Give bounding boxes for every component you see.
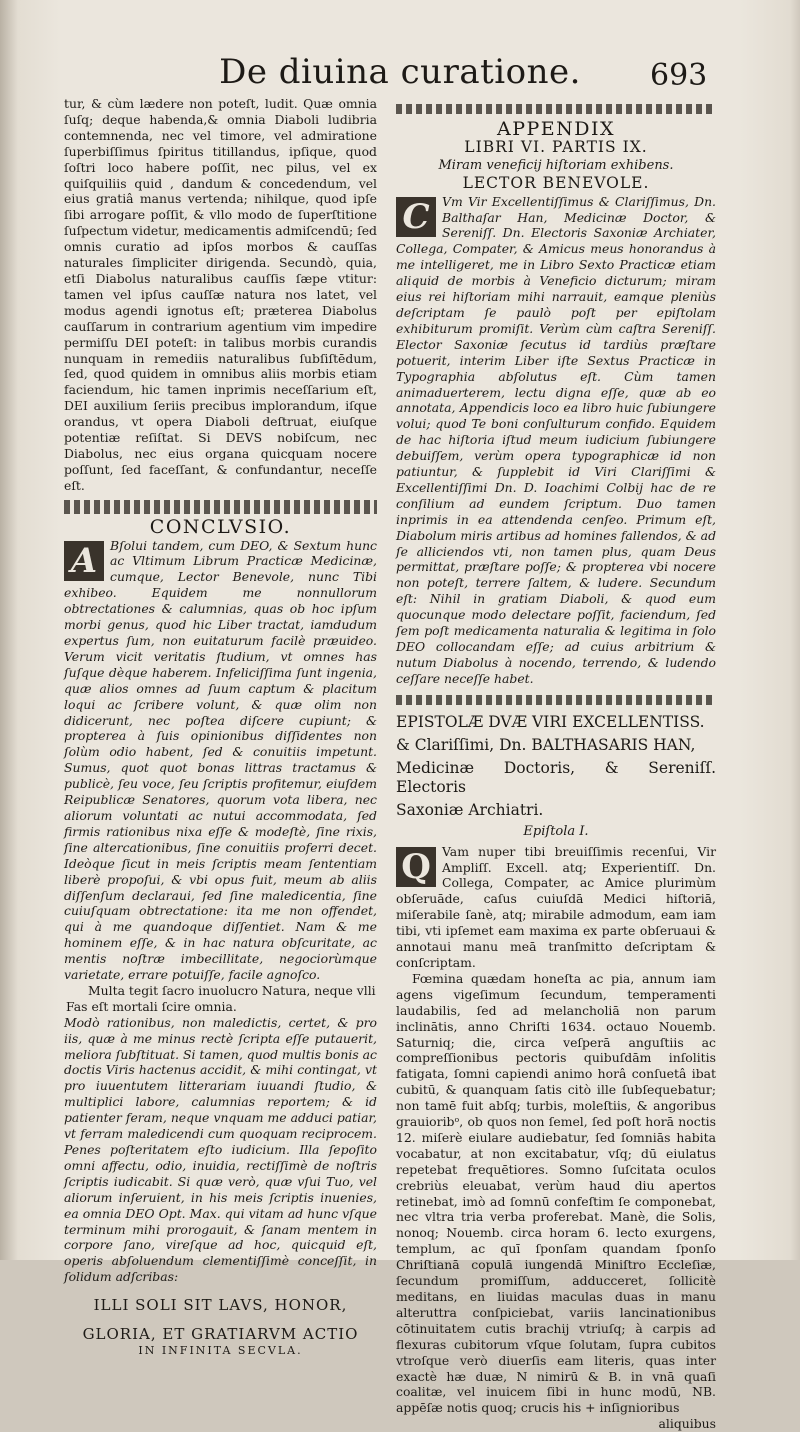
closing-paragraph: Modò rationibus, non maledictis, certet, & pro iis, quæ à me minus rectè ſcripta eſſe putauerit, meliora ſubſtituat. Si tamen, quod multis bonis ac doctis Viris hactenus accidit, & mihi contingat, vt pro iuuentutem litterariam iuuandi ſtudio, & multiplici labore, calumnias reportem; & id patienter feram, neque vnquam me adduci patiar, vt ferram maledicendi cum quoquam reciprocem. Penes poſteritatem eſto iudicium. Illa ſepoſito omni affectu, odio, inuidia, rectiſſimè de noſtris ſcriptis iudicabit. Si quæ verò, quæ vſui Tuo, vel aliorum inſeruient, in his meis ſcriptis inuenies, ea omnia DEO Opt. Max. qui vitam ad hunc vſque terminum mihi prorogauit, & ſanam mentem in corpore ſano, vireſque ad hoc, quicquid eſt, operis abſoluendum clementiſſimè conceſſit, in ſolidum adſcribas: (64, 1014, 377, 1285)
laus-line-1: ILLI SOLI SIT LAVS, HONOR, (93, 1296, 348, 1315)
laus-line-2: GLORIA, ET GRATIARVM ACTIO (82, 1325, 359, 1344)
running-title: De diuina curatione. (219, 52, 581, 92)
conclusio-paragraph (64, 538, 377, 983)
left-column (64, 96, 377, 1359)
conclusio-text: Bſolui tandem, cum DEO, & Sextum hunc ac Vltimum Librum Practicæ Medicinæ, cumque, Lector Benevole, nunc Tibi exhibeo. Equidem me nonnullorum obtrectationes & calumnias, quas ob hoc ipſum morbi genus, quod hic Liber tractat, iamdudum expertus ſum, non euitaturum facilè præuideo. Verum vicit veritatis ſtudium, vt omnes has ſuſque dèque haberem. Infeliciſſima ſunt ingenia, quæ alios omnes ad ſuum captum & placitum loqui ac ſcribere volunt, & quæ olim non didicerunt, nec poſtea diſcere cupiunt; & propterea à ſuis opinionibus diſſidentes non ſolùm odio habent, ſed & conuitiis impetunt. Sumus, quot quot bonas littras tractamus & publicè, ſeu voce, ſeu ſcriptis profitemur, eiuſdem Reipublicæ Senatores, quorum vota libera, nec aliorum voluntati ac nutui accommodata, ſed firmis rationibus nixa eſſe & modeſtè, ſine rixis, ſine altercationibus, ſine conuitiis proferri decet. Ideòque ſicut in meis ſcriptis meam ſententiam liberè propoſui, & vbi opus fuit, meum ab aliis diſſenſum declaraui, ſed ſine maledicentia, ſine cuiuſquam obtrectatione: ita me non offendet, qui à me quandoque diſſentiet. Nam & me hominem eſſe, & in hac natura obſcuritate, ac mentis noſtræ imbecillitate, negociorùmque varietate, errare potuiſſe, facile agnoſco. (64, 537, 377, 983)
ornament-divider (64, 500, 377, 514)
dropcap-q: Q (396, 847, 436, 887)
appendix-text: Vm Vir Excellentiſſimus & Clariſſimus, Dn. Balthaſar Han, Medicinæ Doctor, & Sereniſſ. Dn. Electoris Saxoniæ Archiater, Collega, Compater, & Amicus meus honorandus à me intelligeret, me in Libro Sexto Practicæ etiam aliquid de morbis à Veneficio dicturum; miram eius rei hiſtoriam mihi narrauit, eamque pleniùs deſcriptam ſe paulò poſt per epiſtolam exhibiturum promiſit. Verùm cùm caſtra Sereniſſ. Elector Saxoniæ ſecutus id tardiùs præſtare potuerit, interim Liber iſte Sextus Practicæ in Typographia abſolutus eſt. Cùm tamen animaduerterem, lectu digna eſſe, quæ ab eo annotata, Appendicis loco ea libro huic ſubiungere volui; quod Te boni conſulturum confido. Equidem de hac hiſtoria iſtud meum iudicium ſubiungere debuiſſem, verùm opera typographicæ id non patiuntur, & ſupplebit id Viri Clariſſimi & Excellentiſſimi Dn. D. Ioachimi Colbij hac de re conſilium ad eundem ſcriptum. Duo tamen inprimis in ea attendenda cenſeo. Primum eſt, Diabolum miris artibus ad homines fallendos, & ad ſe alliciendos vti, non tamen plus, quam Deus permittat, præſtare poſſe; & propterea vbi nocere non poteſt, terrere ſaltem, & ludere. Secundum eſt: Nihil in gratiam Diaboli, & quod eum quocunque modo delectare poſſit, faciendum, ſed ſem poſt medicamenta naturalia & legitima in ſolo DEO collocandam eſſe; ad cuius arbitrium & nutum Diabolus à nocendo, terrendo, & ludendo ceſſare neceſſe habet. (396, 193, 716, 686)
right-column (396, 96, 716, 1432)
epistolae-heading-3: Medicinæ Doctoris, & Sereniſſ. Electoris (396, 758, 716, 796)
appendix-subtitle-italic: Miram veneficij hiſtoriam exhibens. (438, 157, 674, 173)
verse-line-2: Fas eſt mortali ſcire omnia. (66, 998, 237, 1014)
epistola-paragraph-1 (396, 844, 716, 971)
epistola-text-1: Vam nuper tibi breuiſſimis recenſui, Vir Ampliſſ. Excell. atq; Experientiſſ. Dn. Collega, Compater, ac Amice plurimùm obſeruāde, caſus cuiuſdā Medici hiſtoriā, miſerabile ſanè, atq; mirabile admodum, eam iam tibi, vti ipſemet eam maxima ex parte obſeruaui & annotaui manu meā tranſmitto deſcriptam & conſcriptam. (396, 843, 716, 970)
appendix-paragraph (396, 194, 716, 687)
appendix-title: APPENDIX (496, 118, 616, 140)
left-top-paragraph: tur, & cùm lædere non poteſt, ludit. Quæ omnia ſuſq; deque habenda,& omnia Diaboli ludibria contemnenda, nec vel timore, vel admiratione ſuperbiſſimus ſpiritus titillandus, ipſique, quod ſoſtri loco habere poſſit, nec pilus, vel ex quiſquiliis quid , dandum & concedendum, vel eius gratiâ manus vertenda; nihilque, quod ipſe ſibi arrogare poſſit, & vllo modo de ſuperſtitione ſuſpectum videtur, medicamentis admiſcendū; ſed omnis curatio ad ipſos morbos & cauſſas naturales ſimpliciter dirigenda. Secundò, quia, etſi Diabolus naturalibus cauſſis ſæpe vtitur: tamen vel ipſus cauſſæ natura nos latet, vel modus agendi ignotus eſt; præterea Diabolus cauſſarum in contrarium agentium vim impedire permiſſu DEI poteſt: in talibus morbis curandis nunquam in remediis naturalibus ſubſiſtēdum, ſed, quod quidem in omnibus aliis morbis etiam faciendum, hic tamen inprimis neceſſarium eſt, DEI auxilium ſeriis precibus implorandum, iſque orandus, vt opera Diaboli deſtruat, eiuſque potentiæ reſiſtat. Si DEVS nobiſcum, nec Diabolus, nec eius organa quicquam nocere poſſunt, ſed faceſſant, & confundantur, neceſſe eſt. (64, 96, 377, 493)
verse-line-1: Multa tegit ſacro inuolucro Natura, neque vlli (88, 982, 376, 998)
catchword: aliquibus (658, 1416, 716, 1432)
page-number: 693 (650, 58, 708, 93)
epistolae-heading-4: Saxoniæ Archiatri. (396, 800, 544, 819)
appendix-subtitle: LIBRI VI. PARTIS IX. (464, 137, 648, 156)
dropcap-a: A (64, 541, 104, 581)
section-title-conclusio: CONCLVSIO. (149, 515, 292, 538)
laus-line-3: IN INFINITA SECVLA. (138, 1344, 303, 1358)
epistola-paragraph-2: Fœmina quædam honeſta ac pia, annum iam agens vigeſimum ſecundum, temperamenti laudabilis, ſed ad melancholiā non parum inclinātis, anno Chriſti 1634. octauo Nouemb. Saturniq; die, circa veſperā anguſtiis ac compreſſionibus pectoris quibuſdām inſolitis fatigata, ſomni capiendi animo horâ conſuetâ ibat cubitū, & quanquam ſatis citò ille ſubſequebatur; non tamē fuit abſq; turbis, moleſtiis, & angoribus grauioribᵒ, ob quos non ſemel, ſed poſt horā noctis 12. miſerè eiulare audiebatur, ſed ſomniās habita vocabatur, at non excitabatur, vſq; dū eiulatus repetebat frequētiores. Somno ſuſcitata oculos crebriùs eleuabat, verùm haud diu apertos retinebat, imò ad ſomnū confeſtim ſe componebat, nec vltra tria verba proferebat. Manè, die Solis, nonoq; Nouemb. circa horam 6. lecto exurgens, templum, ac quī ſponſam quandam ſponſo Chriſtianā copulā iungendā Miniſtro Eccleſiæ, ſecundum promiſſum, adducceret, ſollicitè meditans, en liuidas maculas duas in manu alteruttra conſpiciebat, variis lancinationibus cōtinuitatem cutis brachij vtriuſq; à carpis ad flexuras cubitorum vſque ſolutam, ſupra cubitos vtroſque verò diuerſis eam literis, quas inter exactè hæ duæ, N nimirū & B. in vnā quaſi coalitæ, vel inuicem ſibi in hunc modū, NB. appēſæ notis quoq; crucis his + inſignioribus (396, 970, 716, 1416)
epistolae-heading-2: & Clariſſimi, Dn. BALTHASARIS HAN, (396, 735, 696, 754)
epistola-label: Epiſtola I. (523, 823, 589, 839)
ornament-bar (396, 104, 716, 114)
epistolae-heading-1: EPISTOLÆ DVÆ VIRI EXCELLENTISS. (396, 712, 705, 731)
lector-heading: LECTOR BENEVOLE. (462, 173, 650, 192)
ornament-bar-2 (396, 695, 716, 705)
dropcap-c: C (396, 197, 436, 237)
